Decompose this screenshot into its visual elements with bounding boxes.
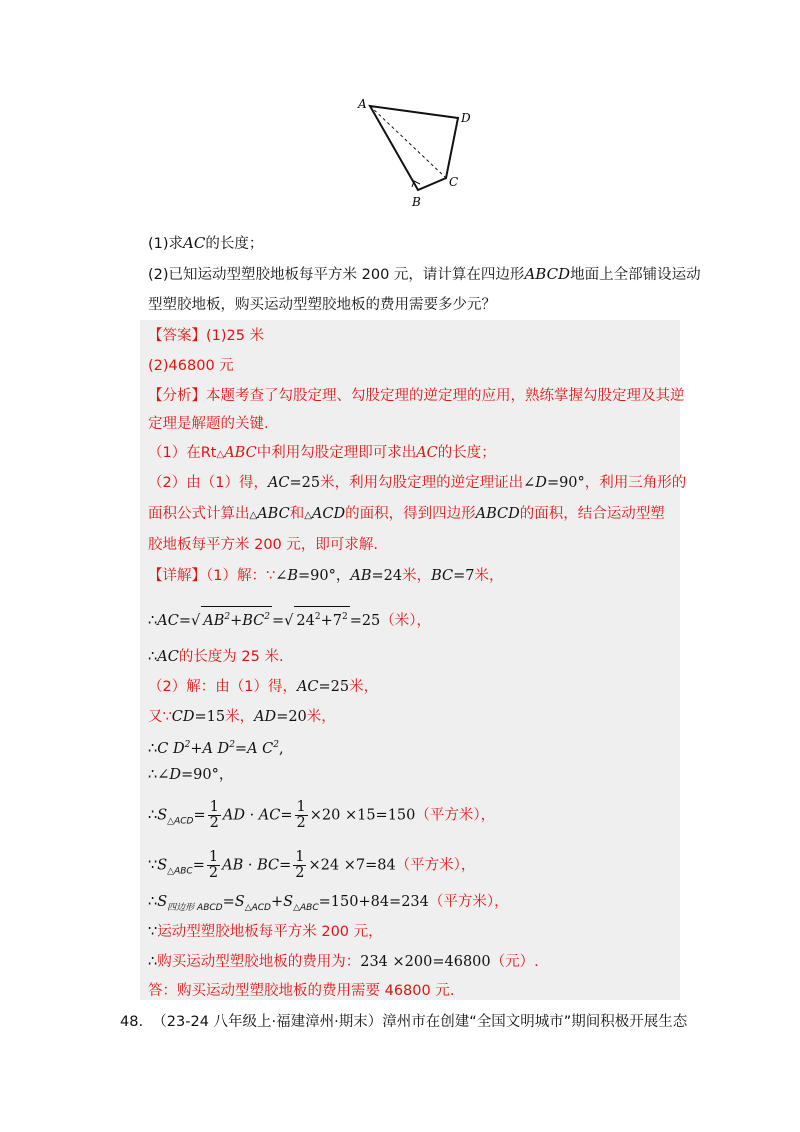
d12-prefix: 购买运动型塑胶地板的费用为： xyxy=(157,954,361,970)
detail-line-11: ∵运动型塑胶地板每平方米 200 元， xyxy=(148,924,383,940)
detail-line-13: 答：购买运动型塑胶地板的费用需要 46800 元. xyxy=(148,983,455,999)
answer-1: (1)25 米 xyxy=(206,328,265,344)
a4-angle-val: =90° xyxy=(546,475,585,491)
d1-prefix: （1）解：∵ xyxy=(206,568,276,584)
a4-ac-val: =25 xyxy=(289,475,321,491)
analysis-line-5: 面积公式计算出△ABC和△ACD的面积，得到四边形ABCD的面积，结合运动型塑 xyxy=(148,506,665,522)
d4-val: =25 xyxy=(318,679,350,695)
detail-line-10: $\therefore S_{四边形}$ $_{ABCD}=S_{\triangle ACD}+S_{\triangle ABC}=150+84=234$（平方米）， xyxy=(148,894,509,913)
d1-b: B xyxy=(287,568,299,584)
d12-val: 234 ×200=46800 xyxy=(360,954,491,970)
d4-prefix: （2）解：由（1）得， xyxy=(148,679,297,695)
d1-ab: AB xyxy=(350,568,372,584)
a4-ac: AC xyxy=(267,475,290,491)
d1-unit2: 米， xyxy=(474,568,504,584)
detail-line-8: $\therefore S_{\triangle ACD}=$ $\frac{1}{2}$ AD · AC= $\frac{1}{2}$ ×20 ×15=150（平方米）， xyxy=(148,799,496,831)
d1-unit1: 米， xyxy=(402,568,432,584)
question-2-line-1 xyxy=(148,264,701,285)
quadrilateral-figure xyxy=(340,90,490,220)
d10-label: 四边形 xyxy=(167,903,195,913)
d12-unit: （元）. xyxy=(490,954,539,970)
a3-prefix: （1）在Rt xyxy=(148,445,217,461)
d2-ac: AC xyxy=(157,612,179,629)
d5-cd: CD xyxy=(171,709,195,725)
d11-text: 运动型塑胶地板每平方米 200 元， xyxy=(157,924,383,940)
answer-label: 【答案】 xyxy=(148,328,206,344)
analysis-line-1 xyxy=(148,386,685,406)
label-a: A xyxy=(358,97,367,111)
a4-prefix: （2）由（1）得， xyxy=(148,475,268,491)
label-d: D xyxy=(461,111,471,125)
d2-val: =25 xyxy=(349,612,381,629)
d2-unit: （米）， xyxy=(380,612,432,629)
q2-suffix: 地面上全部铺设运动 xyxy=(570,267,701,283)
a5-tri1: ABC xyxy=(257,506,290,522)
q1-suffix: 的长度； xyxy=(205,236,264,252)
d10-unit: （平方米）， xyxy=(428,894,509,910)
quadrilateral-diagram xyxy=(340,90,490,220)
detail-line-3: ∴AC的长度为 25 米. xyxy=(148,649,284,665)
a5-suffix: 的面积，结合运动型塑 xyxy=(519,506,665,522)
next-question-number: 48. xyxy=(120,1014,144,1030)
q2-var: ABCD xyxy=(524,265,571,283)
a3-triangle: ABC xyxy=(224,445,257,461)
detail-line-1: 【详解】（1）解：∵∠B=90°，AB=24米，BC=7米， xyxy=(148,568,504,584)
answer-line-2: (2)46800 元 xyxy=(148,358,234,374)
a4-suffix: ，利用三角形的 xyxy=(584,475,687,491)
q2-prefix: (2)已知运动型塑胶地板每平方米 200 元，请计算在四边形 xyxy=(148,267,525,283)
a3-suffix: 的长度； xyxy=(437,445,496,461)
detail-line-7: ∴∠D=90°， xyxy=(148,767,234,783)
a3-var: AC xyxy=(416,445,438,461)
analysis-line-4: （2）由（1）得，AC=25米，利用勾股定理的逆定理证出∠D=90°，利用三角形的 xyxy=(148,475,687,491)
analysis-line-2: 定理是解题的关键. xyxy=(148,416,269,432)
d9-unit: （平方米）， xyxy=(395,857,476,874)
detail-line-5 xyxy=(148,707,336,727)
detail-line-9: $\because S_{\triangle ABC}=$ $\frac{1}{2}$ AB · BC= $\frac{1}{2}$ ×24 ×7=84（平方米）， xyxy=(148,849,476,881)
detail-line-12: ∴购买运动型塑胶地板的费用为：234 ×200=46800（元）. xyxy=(148,954,539,970)
d1-bc-val: =7 xyxy=(453,568,475,584)
d5-ad: AD xyxy=(254,709,277,725)
d5-prefix: 又∵ xyxy=(148,709,172,725)
next-question xyxy=(120,1012,687,1032)
a5-mid: 的面积，得到四边形 xyxy=(345,506,476,522)
d5-unit1: 米， xyxy=(225,709,255,725)
d5-ad-val: =20 xyxy=(276,709,307,725)
d3-suffix: 的长度为 25 米. xyxy=(178,649,284,665)
d1-ab-val: =24 xyxy=(371,568,403,584)
question-2-line-2: 型塑胶地板，购买运动型塑胶地板的费用需要多少元？ xyxy=(148,297,496,313)
question-1 xyxy=(148,233,263,254)
d5-unit2: 米， xyxy=(306,709,336,725)
d7-d: D xyxy=(169,767,182,783)
detail-line-4 xyxy=(148,677,378,697)
answer-line-1 xyxy=(148,326,264,346)
d5-cd-val: =15 xyxy=(194,709,226,725)
a5-and: 和 xyxy=(289,506,305,522)
q1-var: AC xyxy=(183,234,206,252)
d4-unit: 米， xyxy=(349,679,379,695)
d3-ac: AC xyxy=(157,649,179,665)
analysis-label: 【分析】 xyxy=(148,388,206,404)
label-c: C xyxy=(449,175,459,189)
d1-bc: BC xyxy=(431,568,454,584)
d7-val: =90°， xyxy=(181,767,234,783)
analysis-text-1: 本题考查了勾股定理、勾股定理的逆定理的应用，熟练掌握勾股定理及其逆 xyxy=(206,388,685,404)
analysis-line-3: （1）在Rt△ABC中利用勾股定理即可求出AC的长度； xyxy=(148,445,496,461)
detail-line-6: ∴C $D^2+A$ $D^2=A$ $C^2$, xyxy=(148,740,284,757)
next-question-text: （23-24 八年级上·福建漳州·期末）漳州市在创建“全国文明城市”期间积极开展生态 xyxy=(152,1014,688,1030)
q1-prefix: (1)求 xyxy=(148,236,184,252)
detail-label: 【详解】 xyxy=(148,568,206,584)
d1-b-val: =90°， xyxy=(298,568,351,584)
detail-line-2: ∴AC=√ $AB^2+BC^2$ =√ $24^2+7^2 =25$（米）， xyxy=(148,606,431,631)
a3-mid: 中利用勾股定理即可求出 xyxy=(256,445,417,461)
d8-unit: （平方米）， xyxy=(415,807,496,824)
label-b: B xyxy=(412,195,421,209)
a5-prefix: 面积公式计算出 xyxy=(148,506,250,522)
a5-tri2: ACD xyxy=(311,506,346,522)
analysis-line-6: 胶地板每平方米 200 元，即可求解. xyxy=(148,537,379,553)
a4-angle: D xyxy=(535,475,547,491)
a5-quad: ABCD xyxy=(475,506,520,522)
d4-ac: AC xyxy=(296,679,319,695)
a4-mid: 米，利用勾股定理的逆定理证出 xyxy=(320,475,524,491)
